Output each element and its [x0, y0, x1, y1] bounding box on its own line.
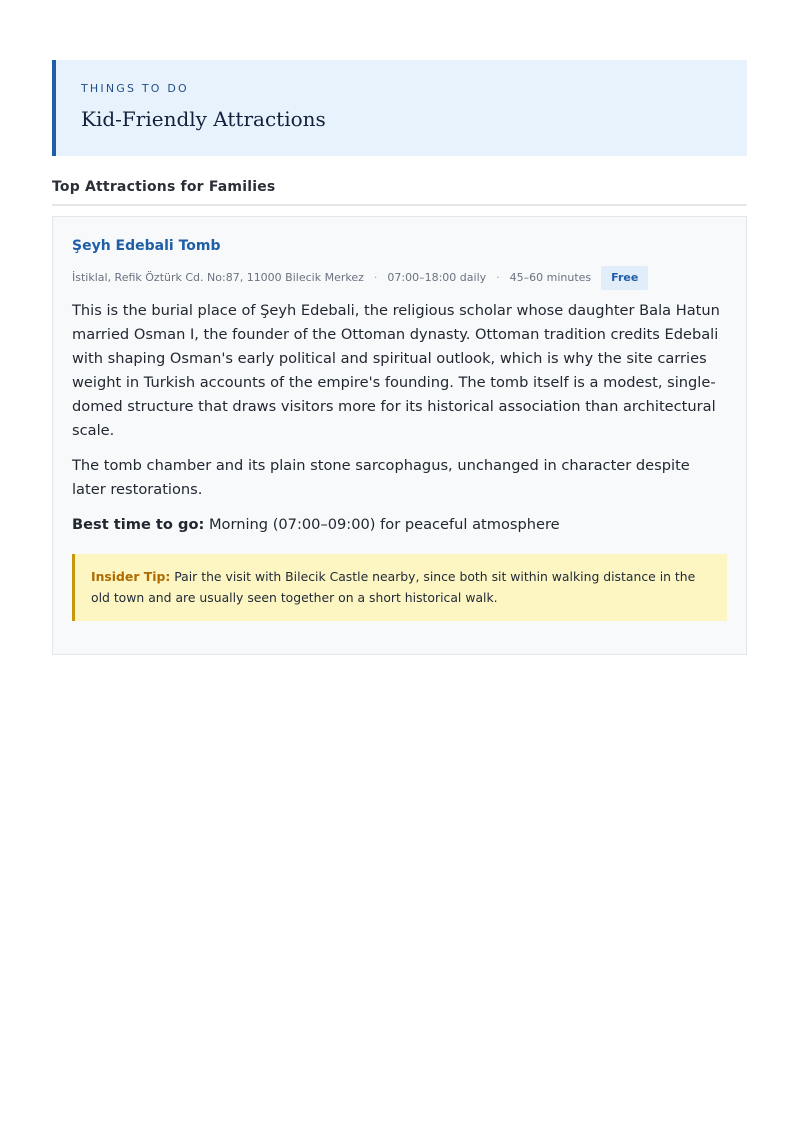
attraction-meta — [72, 266, 727, 290]
meta-separator: · — [496, 271, 500, 284]
attraction-address: İstiklal, Refik Öztürk Cd. No:87, 11000 Bilecik Merkez — [72, 271, 364, 284]
best-time-value: Morning (07:00–09:00) for peaceful atmosphere — [208, 516, 560, 533]
attraction-duration: 45–60 minutes — [509, 271, 592, 284]
insider-tip-label: Insider Tip: — [91, 569, 171, 584]
attraction-hours: 07:00–18:00 daily — [387, 271, 487, 284]
best-time — [72, 513, 727, 537]
price-badge: Free — [601, 266, 648, 290]
header-eyebrow: THINGS TO DO — [81, 82, 189, 95]
insider-tip — [72, 554, 727, 621]
best-time-label: Best time to go: — [72, 516, 205, 533]
header-banner — [52, 60, 747, 156]
attraction-card — [52, 216, 747, 655]
insider-tip-text: Pair the visit with Bilecik Castle nearby, since both sit within walking distance in the old town and are usually seen together on a short historical walk. — [91, 569, 696, 605]
section-heading: Top Attractions for Families — [52, 178, 747, 206]
attraction-description: This is the burial place of Şeyh Edebali, the religious scholar whose daughter Bala Hatun married Osman I, the founder of the Ottoman dynasty. Ottoman tradition credits Edebali with shaping Osman's early political and spiritual outlook, which is why the site carries weight in Turkish accounts of the empire's founding. The tomb itself is a modest, single-domed structure that draws visitors more for its historical association than architectural scale. — [72, 302, 720, 439]
attraction-name[interactable]: Şeyh Edebali Tomb — [72, 238, 221, 254]
page — [52, 60, 747, 655]
attraction-highlight: The tomb chamber and its plain stone sarcophagus, unchanged in character despite later restorations. — [72, 457, 690, 498]
page-title: Kid-Friendly Attractions — [81, 107, 326, 131]
meta-separator: · — [373, 271, 378, 284]
